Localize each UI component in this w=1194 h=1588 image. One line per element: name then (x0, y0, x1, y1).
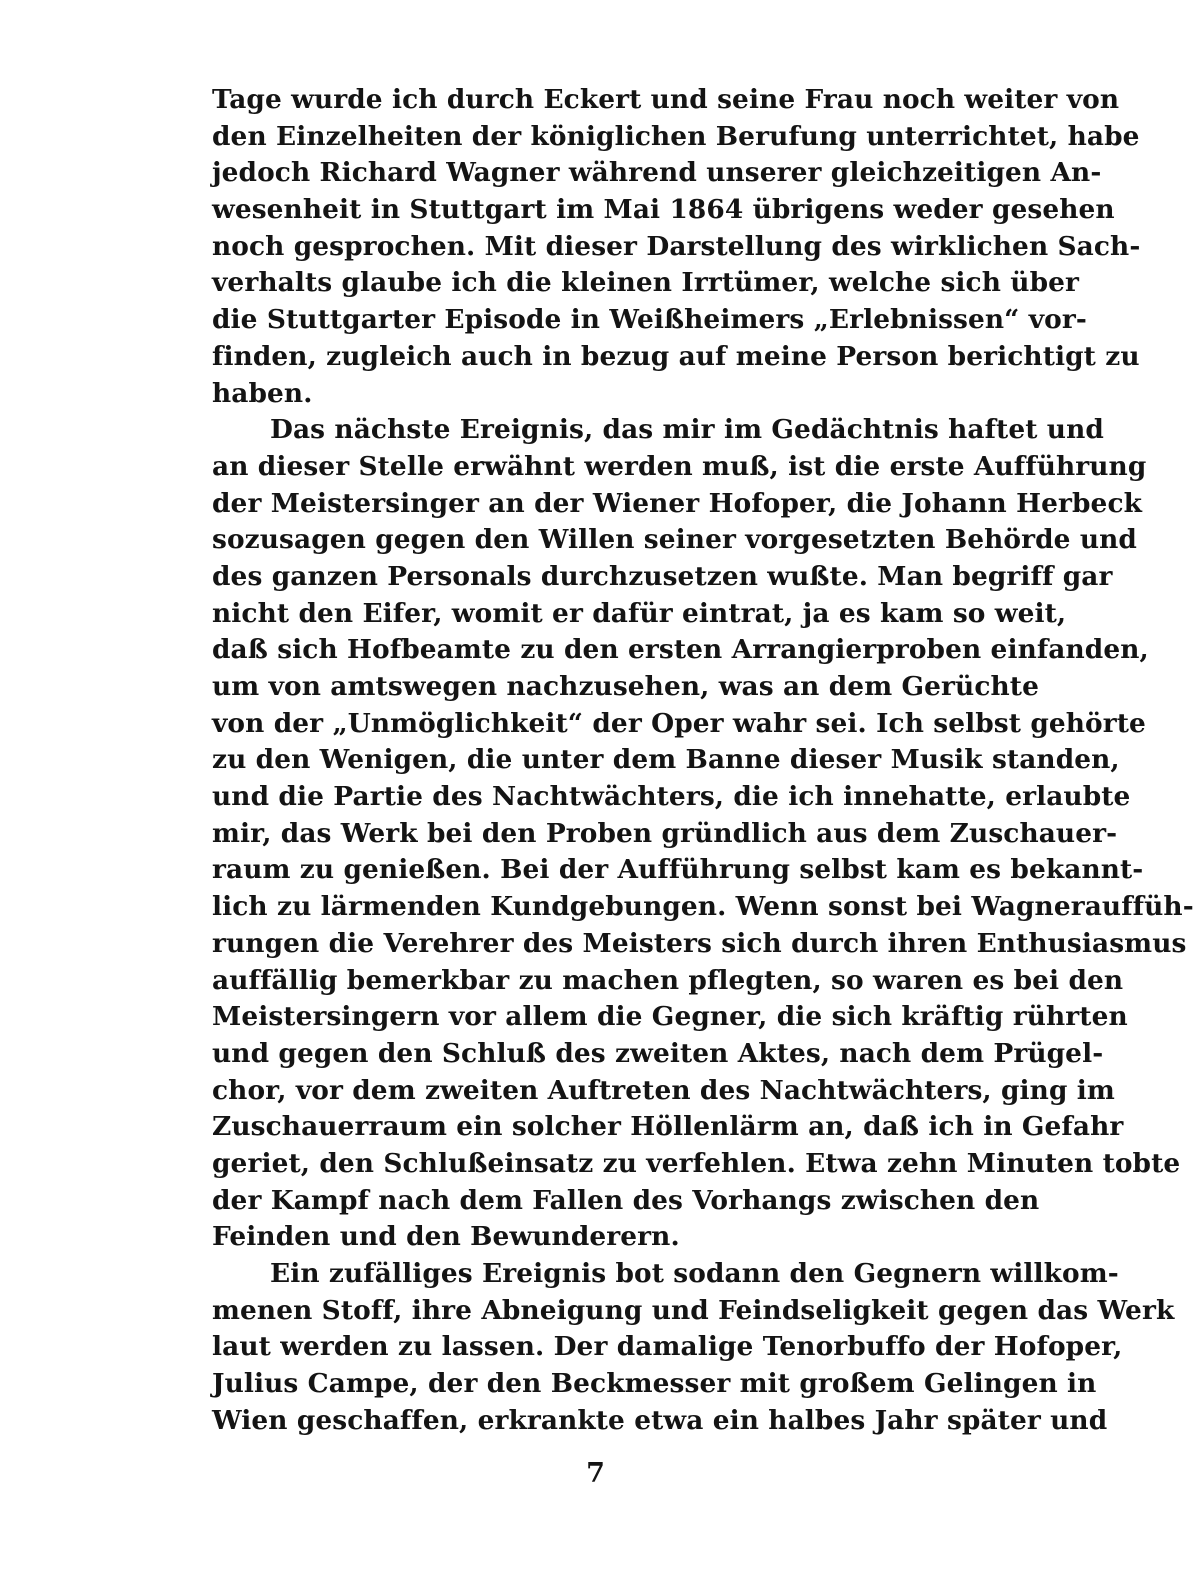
body-text (212, 82, 1194, 1439)
text-line: Ein zufälliges Ereignis bot sodann den Gegnern willkom- (270, 1258, 1119, 1289)
text-line: Das nächste Ereignis, das mir im Gedächtnis haftet und (270, 414, 1104, 446)
text-line: rungen die Verehrer des Meisters sich durch ihren Enthusiasmus (212, 927, 1187, 959)
text-line: an dieser Stelle erwähnt werden muß, ist die erste Aufführung (212, 450, 1147, 482)
text-line: finden, zugleich auch in bezug auf meine Person berichtigt zu (212, 340, 1140, 372)
text-line: Julius Campe, der den Beckmesser mit großem Gelingen in (212, 1368, 1097, 1400)
text-line: der Meistersinger an der Wiener Hofoper, die Johann Herbeck (212, 487, 1142, 519)
text-line: haben. (212, 377, 313, 409)
text-line: mir, das Werk bei den Proben gründlich aus dem Zuschauer- (212, 817, 1118, 849)
text-line: daß sich Hofbeamte zu den ersten Arrangierproben einfanden, (212, 634, 1149, 666)
text-line: Feinden und den Bewunderern. (212, 1221, 680, 1253)
text-line: Meistersingern vor allem die Gegner, die sich kräftig rührten (212, 1001, 1128, 1033)
text-line: raum zu genießen. Bei der Aufführung selbst kam es bekannt- (212, 854, 1144, 886)
page-number: 7 (586, 1458, 605, 1489)
text-line: den Einzelheiten der königlichen Berufung unterrichtet, habe (212, 120, 1140, 152)
text-line: wesenheit in Stuttgart im Mai 1864 übrigens weder gesehen (212, 194, 1115, 226)
text-line: und gegen den Schluß des zweiten Aktes, nach dem Prügel- (212, 1037, 1104, 1069)
text-line: jedoch Richard Wagner während unserer gleichzeitigen An- (212, 157, 1102, 189)
text-line: chor, vor dem zweiten Auftreten des Nachtwächters, ging im (212, 1074, 1115, 1106)
text-line: Zuschauerraum ein solcher Höllenlärm an, daß ich in Gefahr (212, 1111, 1124, 1143)
text-line: des ganzen Personals durchzusetzen wußte. Man begriff gar (212, 560, 1113, 592)
text-line: geriet, den Schlußeinsatz zu verfehlen. Etwa zehn Minuten tobte (212, 1147, 1181, 1179)
text-line: von der „Unmöglichkeit“ der Oper wahr sei. Ich selbst gehörte (212, 707, 1146, 739)
text-line: Wien geschaffen, erkrankte etwa ein halbes Jahr später und (212, 1404, 1108, 1436)
text-line: die Stuttgarter Episode in Weißheimers „Erlebnissen“ vor- (212, 304, 1087, 336)
text-line: lich zu lärmenden Kundgebungen. Wenn sonst bei Wagnerauffüh- (212, 891, 1194, 923)
text-line: auffällig bemerkbar zu machen pflegten, so waren es bei den (212, 964, 1124, 996)
text-line: sozusagen gegen den Willen seiner vorgesetzten Behörde und (212, 524, 1137, 556)
text-line: um von amtswegen nachzusehen, was an dem Gerüchte (212, 671, 1039, 702)
text-line: nicht den Eifer, womit er dafür eintrat, ja es kam so weit, (212, 597, 1067, 629)
text-line: noch gesprochen. Mit dieser Darstellung des wirklichen Sach- (212, 230, 1141, 262)
text-line: menen Stoff, ihre Abneigung und Feindseligkeit gegen das Werk (212, 1294, 1175, 1326)
text-line: laut werden zu lassen. Der damalige Tenorbuffo der Hofoper, (212, 1331, 1123, 1363)
text-line: verhalts glaube ich die kleinen Irrtümer, welche sich über (212, 267, 1080, 299)
text-line: Tage wurde ich durch Eckert und seine Frau noch weiter von (212, 84, 1120, 115)
text-line: zu den Wenigen, die unter dem Banne dieser Musik standen, (212, 744, 1120, 776)
text-line: und die Partie des Nachtwächters, die ich innehatte, erlaubte (212, 781, 1131, 813)
text-line: der Kampf nach dem Fallen des Vorhangs zwischen den (212, 1184, 1040, 1216)
